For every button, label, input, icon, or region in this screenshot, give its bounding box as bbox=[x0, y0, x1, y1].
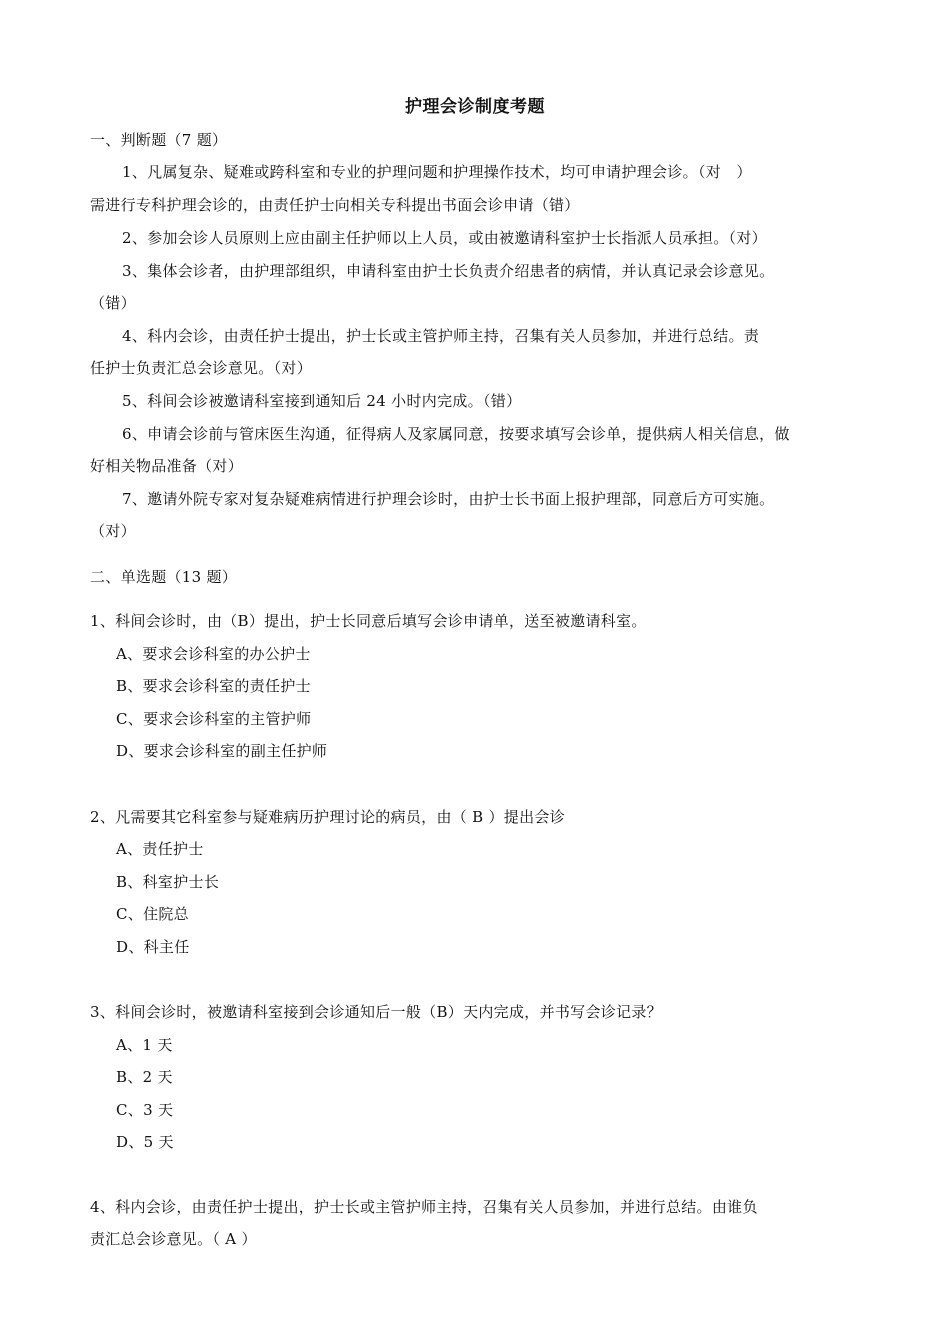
page-title: 护理会诊制度考题 bbox=[405, 97, 545, 117]
question-1-option-b: B、要求会诊科室的责任护士 bbox=[116, 677, 311, 695]
tf-item-5: 5、科间会诊被邀请科室接到通知后 24 小时内完成。（错） bbox=[122, 392, 522, 410]
question-1-option-c: C、要求会诊科室的主管护师 bbox=[116, 710, 312, 728]
tf-item-3-cont: （错） bbox=[90, 294, 136, 312]
tf-item-6: 6、申请会诊前与管床医生沟通，征得病人及家属同意，按要求填写会诊单，提供病人相关信息，做 bbox=[122, 425, 790, 443]
tf-item-1: 1、凡属复杂、疑难或跨科室和专业的护理问题和护理操作技术，均可申请护理会诊。（对 ） bbox=[122, 163, 752, 181]
section-heading-true-false: 一、判断题（7 题） bbox=[90, 131, 228, 149]
question-3-option-c: C、3 天 bbox=[116, 1101, 174, 1119]
tf-item-1-cont: 需进行专科护理会诊的，由责任护士向相关专科提出书面会诊申请（错） bbox=[90, 196, 580, 214]
question-3-option-d: D、5 天 bbox=[116, 1133, 174, 1151]
question-3-option-b: B、2 天 bbox=[116, 1068, 173, 1086]
tf-item-4: 4、科内会诊，由责任护士提出，护士长或主管护师主持，召集有关人员参加，并进行总结。责 bbox=[122, 327, 760, 345]
section-heading-single-choice: 二、单选题（13 题） bbox=[90, 568, 238, 586]
question-1-option-a: A、要求会诊科室的办公护士 bbox=[116, 645, 311, 663]
question-2-option-a: A、责任护士 bbox=[116, 840, 204, 858]
tf-item-4-cont: 任护士负责汇总会诊意见。（对） bbox=[90, 359, 313, 377]
question-2-stem: 2、凡需要其它科室参与疑难病历护理讨论的病员，由（ B ）提出会诊 bbox=[90, 808, 566, 826]
question-3-option-a: A、1 天 bbox=[116, 1036, 173, 1054]
tf-item-7-cont: （对） bbox=[90, 522, 136, 540]
question-2-option-c: C、住院总 bbox=[116, 905, 189, 923]
question-4-stem-cont: 责汇总会诊意见。（ A ） bbox=[90, 1230, 257, 1248]
question-1-option-d: D、要求会诊科室的副主任护师 bbox=[116, 742, 328, 760]
tf-item-2: 2、参加会诊人员原则上应由副主任护师以上人员，或由被邀请科室护士长指派人员承担。（对） bbox=[122, 229, 767, 247]
tf-item-6-cont: 好相关物品准备（对） bbox=[90, 457, 244, 475]
question-2-option-b: B、科室护士长 bbox=[116, 873, 220, 891]
question-3-stem: 3、科间会诊时，被邀请科室接到会诊通知后一般（B）天内完成，并书写会诊记录？ bbox=[90, 1003, 662, 1021]
question-2-option-d: D、科主任 bbox=[116, 938, 190, 956]
tf-item-3: 3、集体会诊者，由护理部组织，申请科室由护士长负责介绍患者的病情，并认真记录会诊意见。 bbox=[122, 262, 775, 280]
tf-item-7: 7、邀请外院专家对复杂疑难病情进行护理会诊时，由护士长书面上报护理部，同意后方可实施。 bbox=[122, 490, 775, 508]
question-4-stem: 4、科内会诊，由责任护士提出，护士长或主管护师主持，召集有关人员参加，并进行总结。由谁负 bbox=[90, 1198, 758, 1216]
question-1-stem: 1、科间会诊时，由（B）提出，护士长同意后填写会诊申请单，送至被邀请科室。 bbox=[90, 612, 647, 630]
